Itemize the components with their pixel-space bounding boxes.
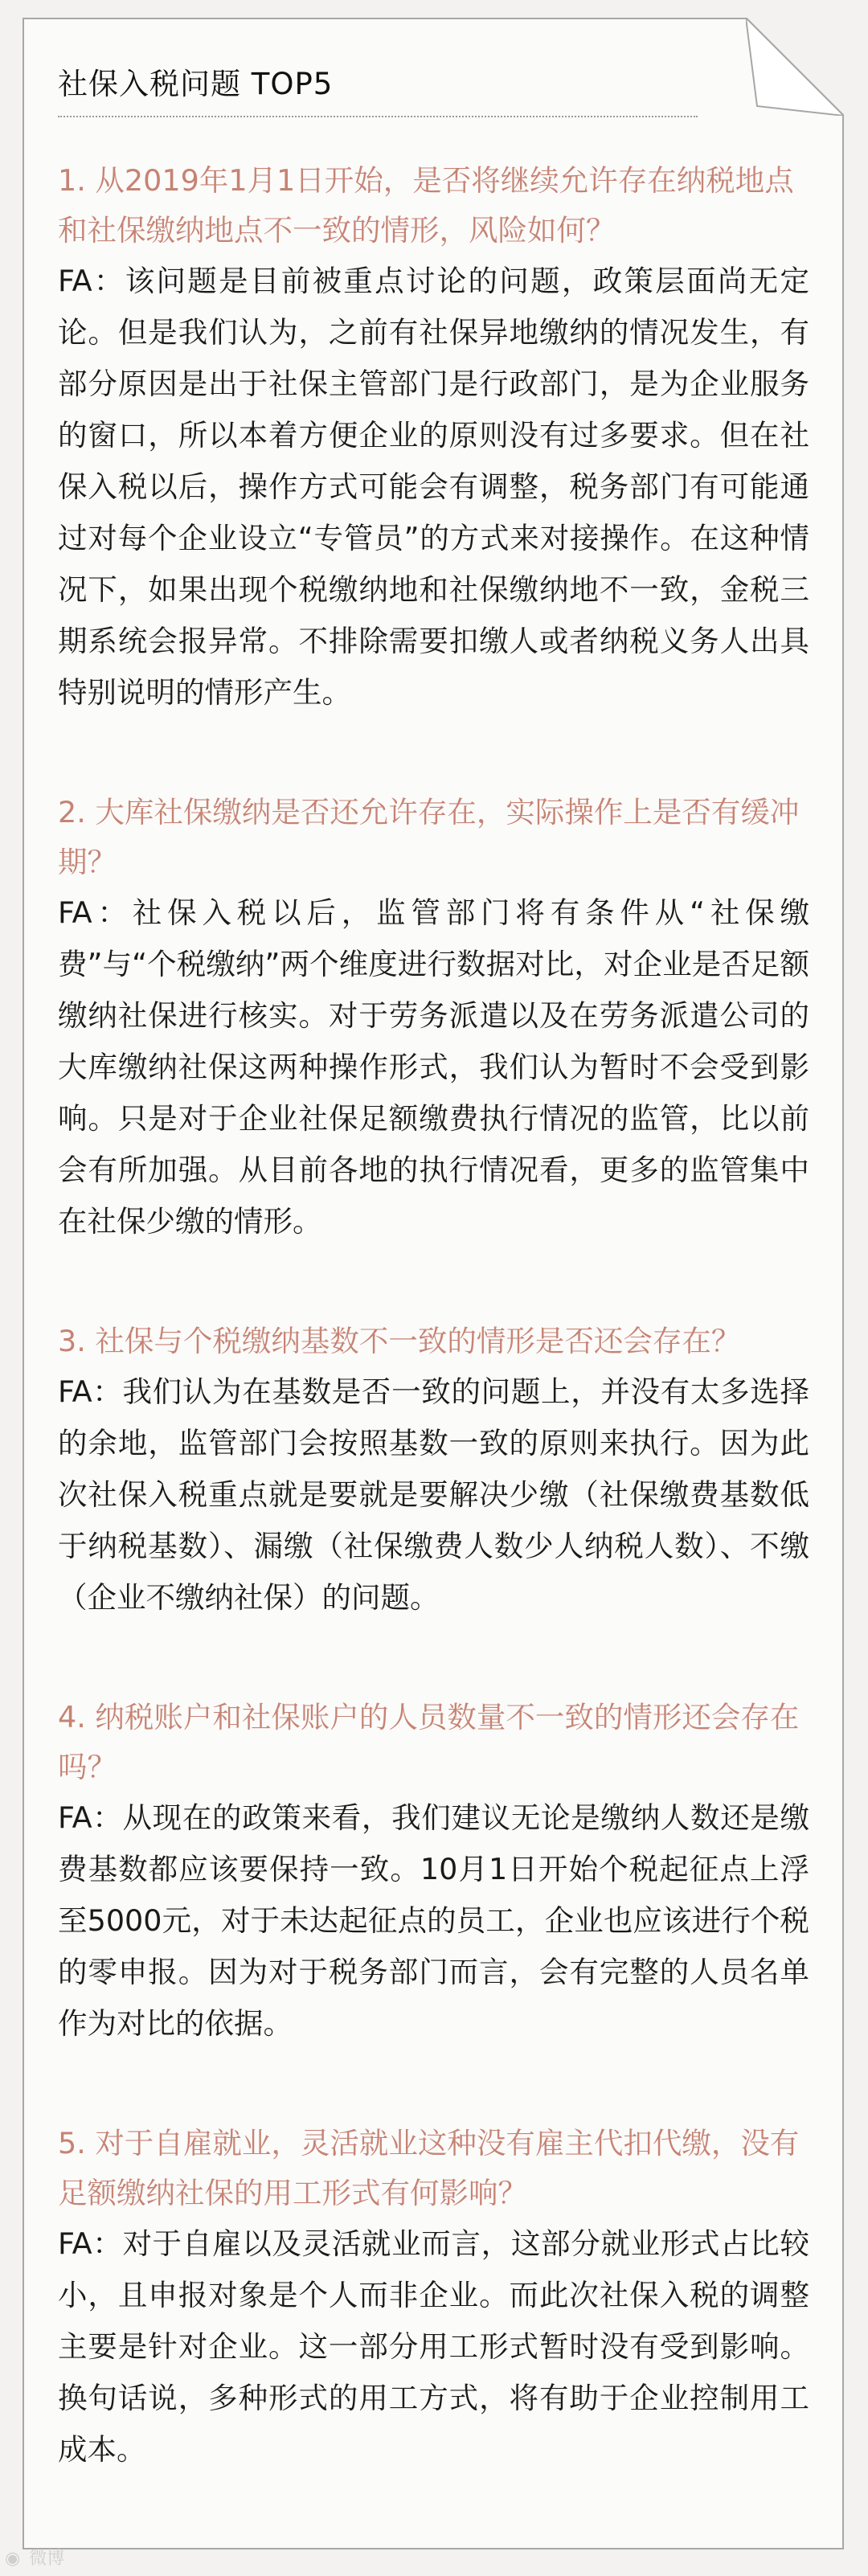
document-card: [23, 18, 844, 2549]
title-divider: [58, 116, 698, 117]
folded-corner-icon: [746, 18, 844, 116]
question-text: 1. 从2019年1月1日开始，是否将继续允许存在纳税地点和社保缴纳地点不一致的情形，风险如何？: [58, 163, 794, 248]
qa-item: [58, 788, 809, 1247]
answer-text: FA：从现在的政策来看，我们建议无论是缴纳人数还是缴费基数都应该要保持一致。10月1日开始个税起征点上浮至5000元，对于未达起征点的员工，企业也应该进行个税的零申报。因为对于税务部门而言，会有完整的人员名单作为对比的依据。: [58, 1800, 809, 2041]
qa-item: [58, 156, 809, 719]
qa-item: [58, 1693, 809, 2050]
answer-text: FA：对于自雇以及灵活就业而言，这部分就业形式占比较小，且申报对象是个人而非企业。而此次社保入税的调整主要是针对企业。这一部分用工形式暂时没有受到影响。换句话说，多种形式的用工方式，将有助于企业控制用工成本。: [58, 2226, 809, 2467]
answer-text: FA：该问题是目前被重点讨论的问题，政策层面尚无定论。但是我们认为，之前有社保异地缴纳的情况发生，有部分原因是出于社保主管部门是行政部门，是为企业服务的窗口，所以本着方便企业的原则没有过多要求。但在社保入税以后，操作方式可能会有调整，税务部门有可能通过对每个企业设立“专管员”的方式来对接操作。在这种情况下，如果出现个税缴纳地和社保缴纳地不一致，金税三期系统会报异常。不排除需要扣缴人或者纳税义务人出具特别说明的情形产生。: [58, 264, 809, 710]
page-title: 社保入税问题 TOP5: [58, 67, 334, 101]
qa-item: [58, 1317, 809, 1624]
question-text: 5. 对于自雇就业，灵活就业这种没有雇主代扣代缴，没有足额缴纳社保的用工形式有何影响？: [58, 2126, 800, 2210]
question-text: 3. 社保与个税缴纳基数不一致的情形是否还会存在？: [58, 1324, 741, 1358]
watermark-text: 微博: [29, 2549, 65, 2569]
answer-text: FA：社保入税以后，监管部门将有条件从“社保缴费”与“个税缴纳”两个维度进行数据对比，对企业是否足额缴纳社保进行核实。对于劳务派遣以及在劳务派遣公司的大库缴纳社保这两种操作形式，我们认为暂时不会受到影响。只是对于企业社保足额缴费执行情况的监管，比以前会有所加强。从目前各地的执行情况看，更多的监管集中在社保少缴的情形。: [58, 895, 809, 1239]
answer-text: FA：我们认为在基数是否一致的问题上，并没有太多选择的余地，监管部门会按照基数一致的原则来执行。因为此次社保入税重点就是要就是要解决少缴（社保缴费基数低于纳税基数）、漏缴（社保缴费人数少人纳税人数）、不缴（企业不缴纳社保）的问题。: [58, 1374, 809, 1615]
question-text: 4. 纳税账户和社保账户的人员数量不一致的情形还会存在吗？: [58, 1700, 800, 1784]
weibo-logo-icon: ◉: [5, 2549, 21, 2569]
qa-item: [58, 2119, 809, 2476]
question-text: 2. 大库社保缴纳是否还允许存在，实际操作上是否有缓冲期？: [58, 795, 800, 879]
qa-list: [58, 156, 809, 2545]
watermark: [5, 2545, 64, 2570]
